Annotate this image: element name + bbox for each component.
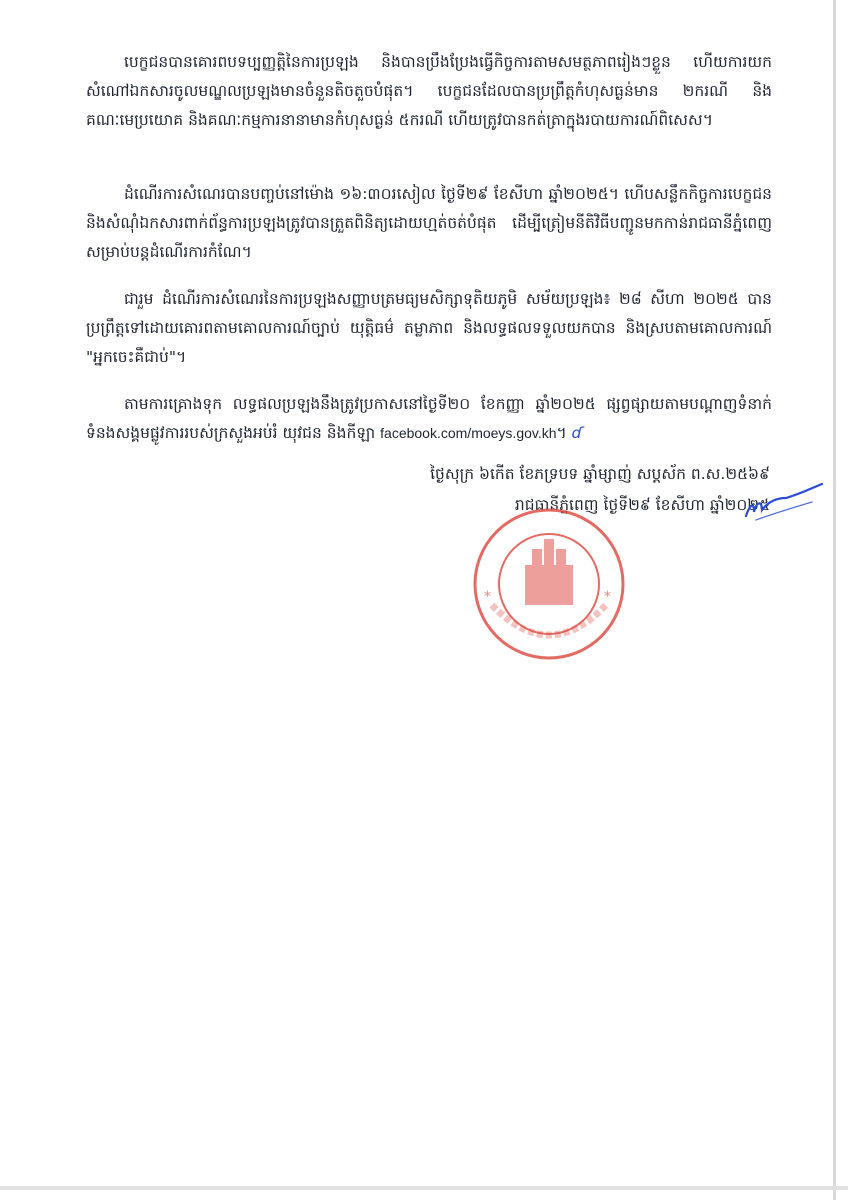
date-lunar: ថ្ងៃសុក្រ ៦កើត ខែភទ្របទ ឆ្នាំម្សាញ់ សប្តស័ក ព.ស.២៥៦៩ [430, 465, 770, 483]
page-edge-right [833, 0, 836, 1200]
facebook-link[interactable]: facebook.com/moeys.gov.kh [380, 425, 557, 441]
paragraph-4-text: តាមការគ្រោងទុក លទ្ធផលប្រឡងនឹងត្រូវប្រកាសនៅថ្ងៃទី២០ ខែកញ្ញា ឆ្នាំ២០២៥ ផ្សព្វផ្សាយតាមបណ្តាញទំនាក់ទំនងសង្គមផ្លូវការរបស់ក្រសួងអប់រំ យុវជន និងកីឡា [86, 395, 772, 442]
page-edge-bottom [0, 1186, 848, 1190]
date-solar: រាជធានីភ្នំពេញ ថ្ងៃទី២៩ ខែសីហា ឆ្នាំ២០២៥ [514, 496, 770, 514]
paragraph-4-end: ។ [556, 424, 567, 442]
svg-text:*: * [484, 589, 491, 605]
handwritten-mark: ɗ [571, 424, 583, 442]
paragraph-1: បេក្ខជនបានគោរពបទប្បញ្ញត្តិនៃការប្រឡង និងបានប្រឹងប្រែងធ្វើកិច្ចការតាមសមត្ថភាពរៀងៗខ្លួន ហើយការយកសំណៅឯកសារចូលមណ្ឌលប្រឡងមានចំនួនតិចតួចបំផុត។ បេក្ខជនដែលបានប្រព្រឹត្តកំហុសធ្ងន់មាន ២ករណី និងគណៈមេប្រយោគ និងគណៈកម្មការនានាមានកំហុសធ្ងន់ ៥ករណី ហើយត្រូវបានកត់ត្រាក្នុងរបាយការណ៍ពិសេស។ [86, 53, 772, 129]
paragraph-3: ជារួម ដំណើរការសំណេរនៃការប្រឡងសញ្ញាបត្រមធ្យមសិក្សាទុតិយភូមិ សម័យប្រឡង៖ ២៨ សីហា ២០២៥ បានប្រព្រឹត្តទៅដោយគោរពតាមគោលការណ៍ច្បាប់ យុត្តិធម៌ តម្លាភាព និងលទ្ធផលទទួលយកបាន និងស្របតាមគោលការណ៍ "អ្នកចេះគឺជាប់"។ [86, 290, 772, 366]
paragraph-2: ដំណើរការសំណេរបានបញ្ចប់នៅម៉ោង ១៦:៣០រសៀល ថ្ងៃទី២៩ ខែសីហា ឆ្នាំ២០២៥។ ហើបសន្លឹកកិច្ចការបេក្ខជន និងសំណុំឯកសារពាក់ព័ន្ធការប្រឡងត្រូវបានត្រួតពិនិត្យដោយហ្មត់ចត់បំផុត ដើម្បីត្រៀមនីតិវិធីបញ្ជូនមកកាន់រាជធានីភ្នំពេញសម្រាប់បន្តដំណើរការកំណែ។ [86, 185, 772, 261]
signature-icon [742, 480, 824, 526]
svg-text:*: * [604, 589, 611, 605]
paragraph-4 [86, 390, 772, 448]
ministry-seal-icon [470, 505, 628, 663]
